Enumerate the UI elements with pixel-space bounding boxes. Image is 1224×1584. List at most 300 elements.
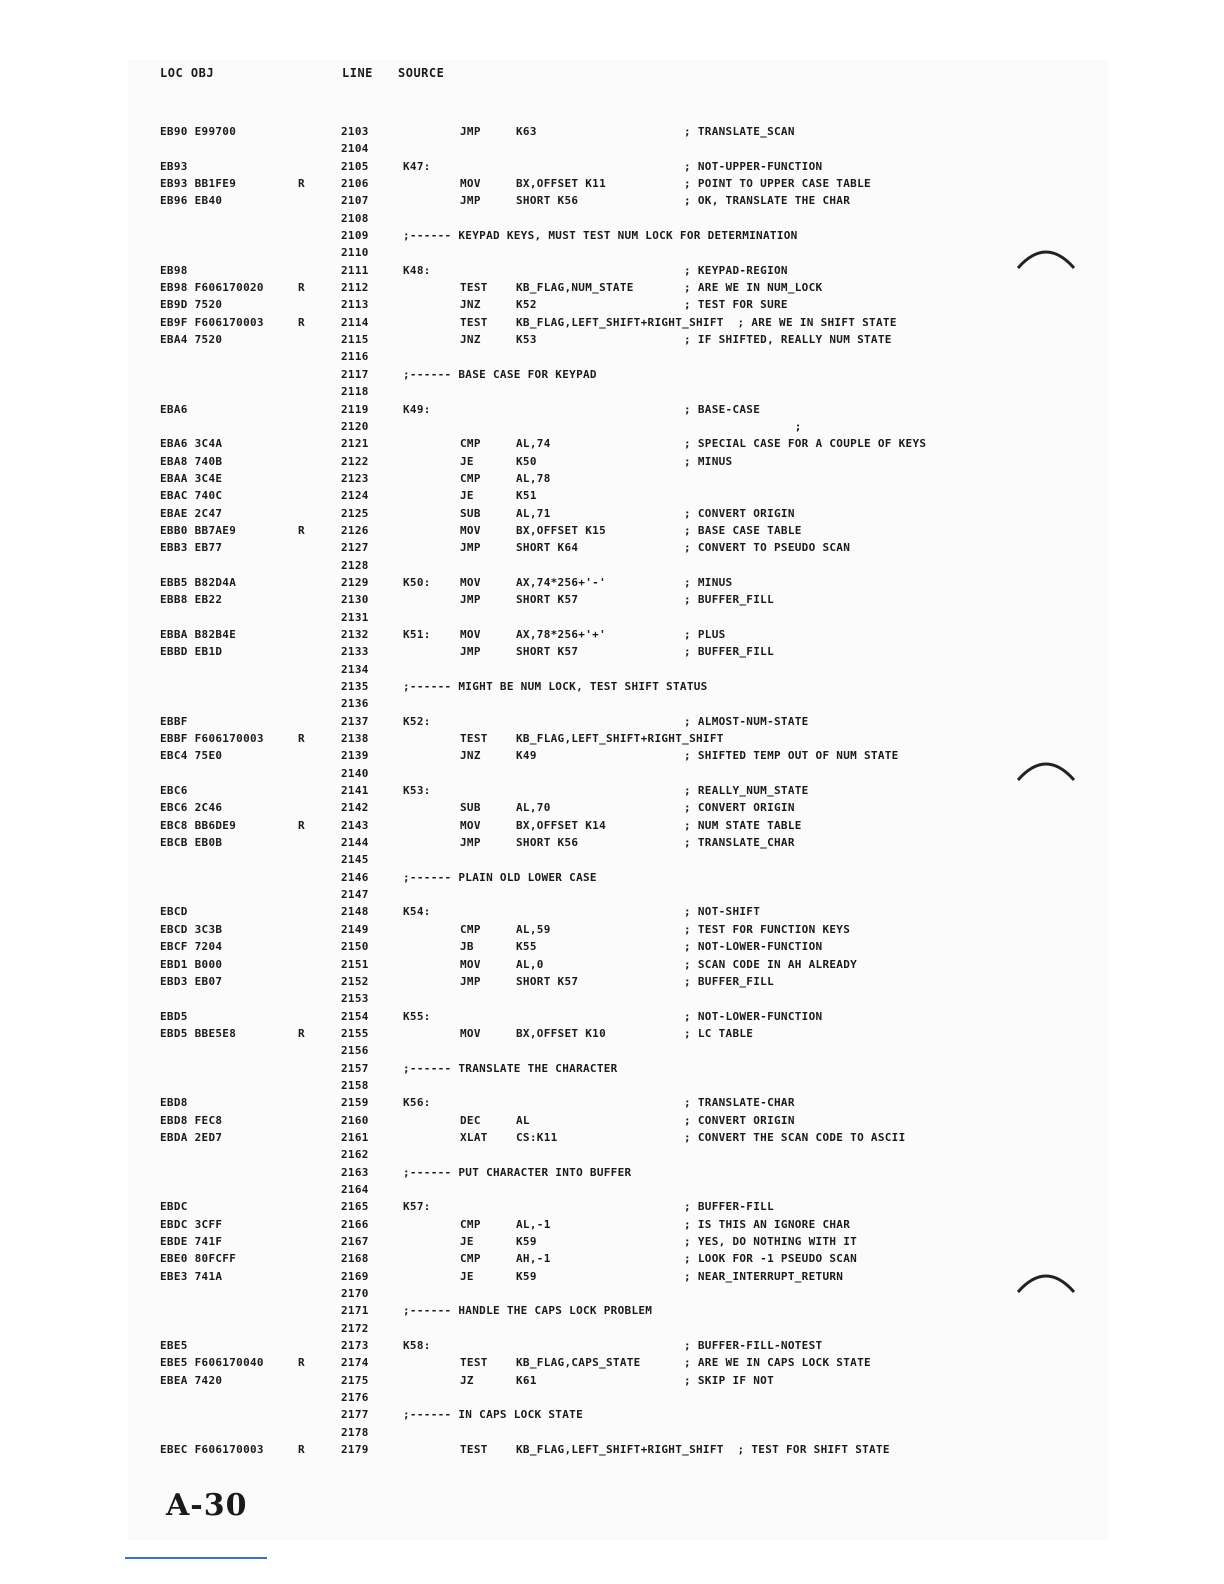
comment: ; IF SHIFTED, REALLY NUM STATE [684, 333, 892, 347]
label: K56: [403, 1096, 431, 1110]
listing-line [0, 192, 1224, 209]
line-number: 2148 [341, 905, 369, 919]
line-number: 2146 [341, 870, 369, 884]
line-number: 2115 [341, 333, 369, 347]
loc-obj: EBBF [160, 714, 188, 728]
listing-line [0, 1216, 1224, 1233]
loc-obj: EBD5 [160, 1009, 188, 1023]
opcode: JMP [460, 645, 481, 659]
loc-obj: EBAE 2C47 [160, 506, 223, 520]
comment: ; POINT TO UPPER CASE TABLE [684, 177, 871, 191]
listing-line [0, 453, 1224, 470]
line-number: 2113 [341, 298, 369, 312]
opcode: TEST [460, 315, 488, 329]
label: K48: [403, 263, 431, 277]
listing-line [0, 366, 1224, 383]
comment: ; BUFFER_FILL [684, 593, 774, 607]
comment: ; CONVERT ORIGIN [684, 506, 795, 520]
line-number: 2132 [341, 627, 369, 641]
operand: K63 [516, 125, 537, 138]
listing-line [0, 817, 1224, 834]
line-number: 2157 [341, 1061, 369, 1075]
listing-line [0, 1094, 1224, 1111]
operand: BX,OFFSET K14 [516, 818, 606, 832]
listing-line [0, 210, 1224, 227]
opcode: MOV [460, 523, 481, 537]
comment: ; TRANSLATE-CHAR [684, 1096, 795, 1110]
opcode: CMP [460, 1217, 481, 1231]
reloc-flag: R [298, 1026, 305, 1040]
listing-line [0, 1146, 1224, 1163]
loc-obj: EBEC F606170003 [160, 1443, 264, 1457]
comment: ; [684, 419, 802, 433]
line-number: 2179 [341, 1443, 369, 1457]
comment: ; SCAN CODE IN AH ALREADY [684, 957, 858, 971]
comment: ; ARE WE IN NUM_LOCK [684, 281, 823, 295]
operand: KB_FLAG,CAPS_STATE [516, 1356, 641, 1370]
label: K57: [403, 1200, 431, 1214]
opcode: JZ [460, 1373, 474, 1387]
section-comment: ;------ MIGHT BE NUM LOCK, TEST SHIFT STATUS [403, 680, 708, 693]
operand: SHORT K57 [516, 974, 579, 988]
comment: ; MINUS [684, 575, 733, 589]
line-number: 2116 [341, 350, 369, 364]
loc-obj: EBDC 3CFF [160, 1217, 223, 1231]
opcode: JE [460, 454, 474, 468]
opcode: JNZ [460, 298, 481, 312]
comment: ; LC TABLE [684, 1026, 754, 1040]
section-comment: ;------ PLAIN OLD LOWER CASE [403, 870, 597, 884]
opcode: JE [460, 489, 474, 503]
loc-obj: EBE3 741A [160, 1269, 223, 1283]
label: K53: [403, 784, 431, 798]
line-number: 2139 [341, 749, 369, 763]
operand: SHORT K56 [516, 194, 579, 208]
line-number: 2161 [341, 1130, 369, 1144]
loc-obj: EBD8 [160, 1096, 188, 1110]
loc-obj: EBCF 7204 [160, 940, 223, 954]
line-number: 2136 [341, 697, 369, 711]
listing-line [0, 1025, 1224, 1042]
line-number: 2111 [341, 263, 369, 277]
label: K58: [403, 1339, 431, 1353]
listing-line [0, 227, 1224, 244]
binder-hole-mark [1016, 1268, 1076, 1294]
loc-obj: EBAC 740C [160, 489, 223, 503]
opcode: CMP [460, 1252, 481, 1266]
line-number: 2142 [341, 801, 369, 815]
comment: ; NEAR_INTERRUPT_RETURN [684, 1269, 844, 1283]
loc-obj: EBBD EB1D [160, 645, 223, 659]
listing-line [0, 1406, 1224, 1423]
comment: ; TRANSLATE_CHAR [684, 836, 795, 850]
loc-obj: EBC6 2C46 [160, 801, 223, 815]
listing-line [0, 1372, 1224, 1389]
listing-line [0, 799, 1224, 816]
line-number: 2165 [341, 1200, 369, 1214]
loc-obj: EBD1 B000 [160, 957, 223, 971]
opcode: DEC [460, 1113, 481, 1127]
opcode: JMP [460, 836, 481, 850]
opcode: MOV [460, 575, 481, 589]
listing-line [0, 678, 1224, 695]
operand: K61 [516, 1373, 537, 1387]
opcode: CMP [460, 922, 481, 936]
line-number: 2109 [341, 229, 369, 243]
binder-hole-mark [1016, 244, 1076, 270]
listing-line [0, 1181, 1224, 1198]
listing-line [0, 956, 1224, 973]
operand: K59 [516, 1235, 537, 1248]
listing-line [0, 782, 1224, 799]
listing-line [0, 348, 1224, 365]
comment: ; BASE CASE TABLE [684, 523, 802, 537]
line-number: 2153 [341, 992, 369, 1006]
opcode: TEST [460, 732, 488, 746]
line-number: 2156 [341, 1044, 369, 1058]
loc-obj: EBE0 80FCFF [160, 1252, 237, 1266]
loc-obj: EB9D 7520 [160, 298, 223, 312]
line-number: 2103 [341, 125, 369, 138]
opcode: MOV [460, 627, 481, 641]
loc-obj: EB98 F606170020 [160, 281, 264, 295]
loc-obj: EBA6 3C4A [160, 437, 223, 451]
line-number: 2130 [341, 593, 369, 607]
loc-obj: EB93 BB1FE9 [160, 177, 237, 191]
line-number: 2138 [341, 732, 369, 746]
loc-obj: EBA8 740B [160, 454, 223, 468]
label: K47: [403, 159, 431, 173]
operand: KB_FLAG,LEFT_SHIFT+RIGHT_SHIFT [516, 732, 724, 746]
listing-line [0, 123, 1224, 140]
loc-obj: EBDE 741F [160, 1235, 223, 1248]
opcode: JMP [460, 194, 481, 208]
line-number: 2159 [341, 1096, 369, 1110]
listing-line [0, 487, 1224, 504]
line-number: 2166 [341, 1217, 369, 1231]
listing-line [0, 938, 1224, 955]
listing-line [0, 435, 1224, 452]
operand: K53 [516, 333, 537, 347]
opcode: JNZ [460, 333, 481, 347]
listing-line [0, 1250, 1224, 1267]
operand: AL,74 [516, 437, 551, 451]
line-number: 2119 [341, 402, 369, 416]
operand: AL,78 [516, 471, 551, 485]
loc-obj: EBB3 EB77 [160, 541, 223, 555]
assembly-listing [0, 123, 1224, 1458]
comment: ; TEST FOR FUNCTION KEYS [684, 922, 851, 936]
reloc-flag: R [298, 523, 305, 537]
comment: ; IS THIS AN IGNORE CHAR [684, 1217, 851, 1231]
listing-line [0, 1112, 1224, 1129]
loc-obj: EBB5 B82D4A [160, 575, 237, 589]
line-number: 2149 [341, 922, 369, 936]
listing-line [0, 1441, 1224, 1458]
line-number: 2124 [341, 489, 369, 503]
listing-line [0, 834, 1224, 851]
header-source: SOURCE [398, 66, 445, 80]
comment: ; BUFFER-FILL [684, 1200, 774, 1214]
line-number: 2104 [341, 142, 369, 156]
line-number: 2164 [341, 1182, 369, 1196]
loc-obj: EBEA 7420 [160, 1373, 223, 1387]
listing-line [0, 973, 1224, 990]
line-number: 2122 [341, 454, 369, 468]
line-number: 2126 [341, 523, 369, 537]
operand: AL,59 [516, 922, 551, 936]
label: K54: [403, 905, 431, 919]
listing-line [0, 331, 1224, 348]
operand: BX,OFFSET K10 [516, 1026, 606, 1040]
listing-line [0, 591, 1224, 608]
line-number: 2114 [341, 315, 369, 329]
comment: ; BUFFER_FILL [684, 974, 774, 988]
loc-obj: EBC4 75E0 [160, 749, 223, 763]
operand: K49 [516, 749, 537, 763]
line-number: 2105 [341, 159, 369, 173]
listing-line [0, 175, 1224, 192]
comment: ; CONVERT TO PSEUDO SCAN [684, 541, 851, 555]
section-comment: ;------ HANDLE THE CAPS LOCK PROBLEM [403, 1304, 653, 1318]
section-comment: ;------ BASE CASE FOR KEYPAD [403, 367, 597, 381]
loc-obj: EBD3 EB07 [160, 974, 223, 988]
line-number: 2112 [341, 281, 369, 295]
opcode: TEST [460, 1356, 488, 1370]
loc-obj: EBCB EB0B [160, 836, 223, 850]
section-comment: ;------ PUT CHARACTER INTO BUFFER [403, 1165, 632, 1179]
opcode: TEST [460, 281, 488, 295]
line-number: 2117 [341, 367, 369, 381]
opcode: XLAT [460, 1130, 488, 1144]
line-number: 2120 [341, 419, 369, 433]
listing-line [0, 886, 1224, 903]
listing-line [0, 1129, 1224, 1146]
listing-line [0, 383, 1224, 400]
opcode: TEST [460, 1443, 488, 1457]
section-comment: ;------ IN CAPS LOCK STATE [403, 1408, 583, 1422]
loc-obj: EBCD 3C3B [160, 922, 223, 936]
line-number: 2110 [341, 246, 369, 260]
listing-line [0, 1233, 1224, 1250]
operand: KB_FLAG,LEFT_SHIFT+RIGHT_SHIFT ; TEST FOR SHIFT STATE [516, 1443, 890, 1457]
listing-line [0, 903, 1224, 920]
reloc-flag: R [298, 1443, 305, 1457]
line-number: 2121 [341, 437, 369, 451]
line-number: 2174 [341, 1356, 369, 1370]
header-line: LINE [342, 66, 373, 80]
loc-obj: EBDC [160, 1200, 188, 1214]
section-comment: ;------ KEYPAD KEYS, MUST TEST NUM LOCK FOR DETERMINATION [403, 229, 798, 243]
operand: AL [516, 1113, 530, 1127]
page-number: A-30 [166, 1488, 248, 1523]
loc-obj: EBE5 F606170040 [160, 1356, 264, 1370]
listing-line [0, 1337, 1224, 1354]
operand: KB_FLAG,NUM_STATE [516, 281, 634, 295]
line-number: 2125 [341, 506, 369, 520]
line-number: 2134 [341, 662, 369, 676]
listing-line [0, 279, 1224, 296]
section-comment: ;------ TRANSLATE THE CHARACTER [403, 1061, 618, 1075]
listing-line [0, 661, 1224, 678]
operand: SHORT K57 [516, 645, 579, 659]
listing-line [0, 140, 1224, 157]
line-number: 2129 [341, 575, 369, 589]
listing-line [0, 522, 1224, 539]
line-number: 2143 [341, 818, 369, 832]
loc-obj: EBA6 [160, 402, 188, 416]
binder-hole-mark [1016, 756, 1076, 782]
listing-line [0, 1164, 1224, 1181]
operand: BX,OFFSET K11 [516, 177, 606, 191]
header-loc-obj: LOC OBJ [160, 66, 215, 80]
comment: ; NOT-UPPER-FUNCTION [684, 159, 823, 173]
line-number: 2128 [341, 558, 369, 572]
listing-line [0, 990, 1224, 1007]
listing-line [0, 1198, 1224, 1215]
line-number: 2162 [341, 1148, 369, 1162]
listing-line [0, 557, 1224, 574]
line-number: 2123 [341, 471, 369, 485]
line-number: 2173 [341, 1339, 369, 1353]
operand: KB_FLAG,LEFT_SHIFT+RIGHT_SHIFT ; ARE WE IN SHIFT STATE [516, 315, 897, 329]
comment: ; BUFFER_FILL [684, 645, 774, 659]
listing-line [0, 713, 1224, 730]
label: K50: [403, 575, 431, 589]
operand: K52 [516, 298, 537, 312]
operand: AX,78*256+'+' [516, 627, 606, 641]
loc-obj: EBAA 3C4E [160, 471, 223, 485]
line-number: 2145 [341, 853, 369, 867]
loc-obj: EBB0 BB7AE9 [160, 523, 237, 537]
operand: AL,0 [516, 957, 544, 971]
opcode: JMP [460, 974, 481, 988]
line-number: 2131 [341, 610, 369, 624]
opcode: MOV [460, 957, 481, 971]
line-number: 2107 [341, 194, 369, 208]
listing-line [0, 1320, 1224, 1337]
comment: ; CONVERT ORIGIN [684, 1113, 795, 1127]
operand: AX,74*256+'-' [516, 575, 606, 589]
line-number: 2137 [341, 714, 369, 728]
comment: ; BASE-CASE [684, 402, 761, 416]
comment: ; BUFFER-FILL-NOTEST [684, 1339, 823, 1353]
comment: ; NOT-SHIFT [684, 905, 761, 919]
operand: AL,-1 [516, 1217, 551, 1231]
comment: ; OK, TRANSLATE THE CHAR [684, 194, 851, 208]
line-number: 2169 [341, 1269, 369, 1283]
listing-line [0, 1389, 1224, 1406]
line-number: 2175 [341, 1373, 369, 1387]
opcode: JE [460, 1235, 474, 1248]
line-number: 2106 [341, 177, 369, 191]
line-number: 2151 [341, 957, 369, 971]
reloc-flag: R [298, 281, 305, 295]
line-number: 2155 [341, 1026, 369, 1040]
operand: K59 [516, 1269, 537, 1283]
loc-obj: EBBF F606170003 [160, 732, 264, 746]
comment: ; MINUS [684, 454, 733, 468]
comment: ; ALMOST-NUM-STATE [684, 714, 809, 728]
listing-line [0, 470, 1224, 487]
line-number: 2172 [341, 1321, 369, 1335]
line-number: 2135 [341, 680, 369, 693]
listing-line [0, 505, 1224, 522]
listing-line [0, 1424, 1224, 1441]
comment: ; ARE WE IN CAPS LOCK STATE [684, 1356, 871, 1370]
listing-line [0, 1008, 1224, 1025]
loc-obj: EBC6 [160, 784, 188, 798]
line-number: 2152 [341, 974, 369, 988]
opcode: JB [460, 940, 474, 954]
operand: K51 [516, 489, 537, 503]
comment: ; TEST FOR SURE [684, 298, 788, 312]
listing-line [0, 1042, 1224, 1059]
loc-obj: EBA4 7520 [160, 333, 223, 347]
line-number: 2178 [341, 1425, 369, 1439]
label: K52: [403, 714, 431, 728]
operand: K50 [516, 454, 537, 468]
line-number: 2150 [341, 940, 369, 954]
opcode: JE [460, 1269, 474, 1283]
comment: ; LOOK FOR -1 PSEUDO SCAN [684, 1252, 858, 1266]
listing-line [0, 609, 1224, 626]
listing-line [0, 158, 1224, 175]
line-number: 2141 [341, 784, 369, 798]
line-number: 2160 [341, 1113, 369, 1127]
line-number: 2177 [341, 1408, 369, 1422]
line-number: 2144 [341, 836, 369, 850]
line-number: 2108 [341, 211, 369, 225]
comment: ; SPECIAL CASE FOR A COUPLE OF KEYS [684, 437, 927, 451]
comment: ; CONVERT THE SCAN CODE TO ASCII [684, 1130, 906, 1144]
loc-obj: EBCD [160, 905, 188, 919]
operand: SHORT K57 [516, 593, 579, 607]
listing-line [0, 869, 1224, 886]
comment: ; CONVERT ORIGIN [684, 801, 795, 815]
loc-obj: EBBA B82B4E [160, 627, 237, 641]
opcode: MOV [460, 1026, 481, 1040]
operand: K55 [516, 940, 537, 954]
listing-line [0, 1060, 1224, 1077]
line-number: 2170 [341, 1287, 369, 1301]
comment: ; NOT-LOWER-FUNCTION [684, 1009, 823, 1023]
opcode: JMP [460, 593, 481, 607]
comment: ; NUM STATE TABLE [684, 818, 802, 832]
listing-line [0, 643, 1224, 660]
line-number: 2167 [341, 1235, 369, 1248]
line-number: 2154 [341, 1009, 369, 1023]
comment: ; REALLY_NUM_STATE [684, 784, 809, 798]
comment: ; SKIP IF NOT [684, 1373, 774, 1387]
listing-line [0, 418, 1224, 435]
operand: BX,OFFSET K15 [516, 523, 606, 537]
comment: ; NOT-LOWER-FUNCTION [684, 940, 823, 954]
comment: ; TRANSLATE_SCAN [684, 125, 795, 138]
loc-obj: EB98 [160, 263, 188, 277]
opcode: MOV [460, 177, 481, 191]
line-number: 2118 [341, 385, 369, 399]
loc-obj: EBDA 2ED7 [160, 1130, 223, 1144]
line-number: 2163 [341, 1165, 369, 1179]
reloc-flag: R [298, 818, 305, 832]
listing-line [0, 695, 1224, 712]
bottom-rule [125, 1557, 267, 1559]
label: K55: [403, 1009, 431, 1023]
operand: AL,70 [516, 801, 551, 815]
line-number: 2127 [341, 541, 369, 555]
loc-obj: EB9F F606170003 [160, 315, 264, 329]
